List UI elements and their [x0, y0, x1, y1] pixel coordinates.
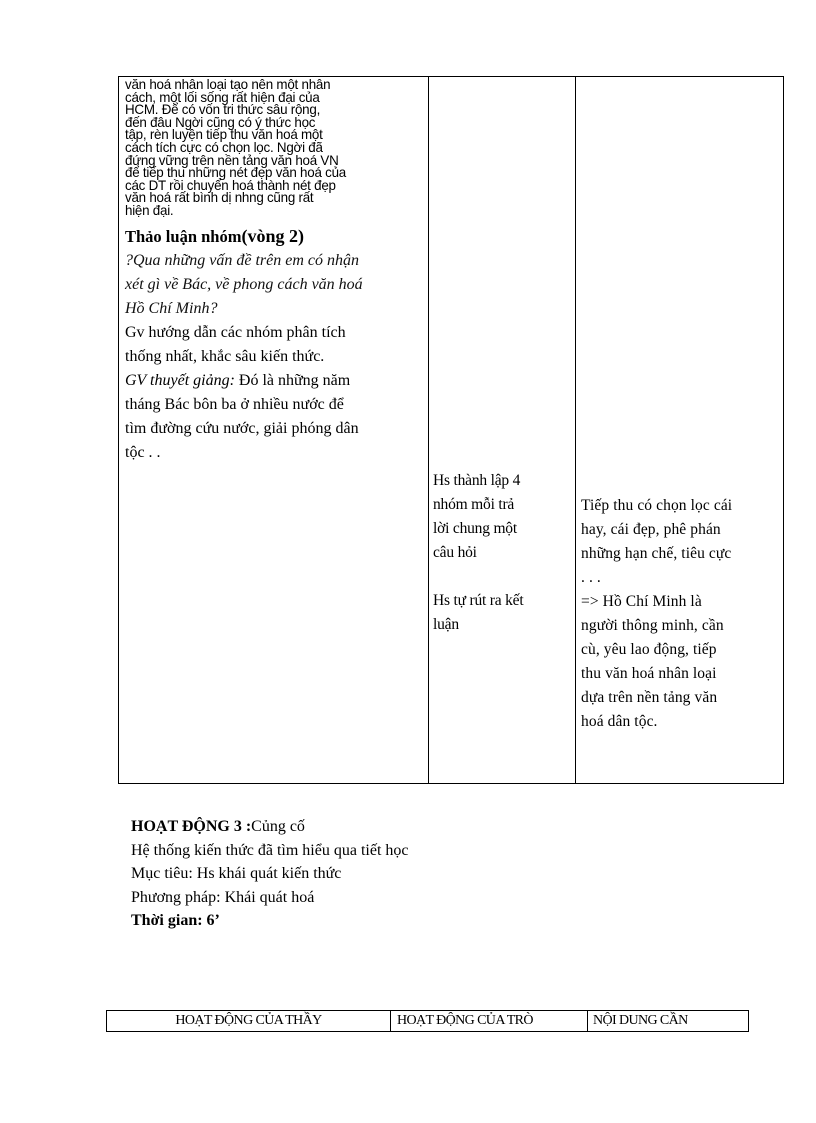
discussion-question [125, 249, 422, 321]
text-line: lời chung một [433, 520, 517, 537]
text-line: Hs thành lập 4 [433, 472, 521, 489]
text-line: các DT rồi chuyển hoá thành nét đẹp [125, 177, 336, 193]
group-discussion-heading [125, 224, 422, 249]
text-line: tìm đường cứu nước, giải phóng dân [125, 419, 359, 437]
text-line: Hs tự rút ra kết [433, 592, 524, 609]
activity-description: Hệ thống kiến thức đã tìm hiểu qua tiết học [131, 841, 409, 859]
header-teacher-activity: HOẠT ĐỘNG CỦA THẦY [175, 1013, 322, 1028]
heading-suffix: (vòng 2) [241, 225, 304, 246]
text-line: hiện đại. [125, 202, 174, 218]
content-cell [581, 494, 780, 734]
student-activity-cell [433, 469, 571, 637]
text-line: văn hoá nhân loại tạo nên một nhân [125, 77, 331, 92]
activity-header-table [106, 1010, 749, 1032]
text-line: thu văn hoá nhân loại [581, 665, 717, 682]
text-line: để tiếp thu những nét đẹp văn hoá của [125, 165, 346, 181]
text-line: cách, một lối sống rất hiện đại của [125, 89, 320, 105]
column-divider [587, 1011, 588, 1031]
text-line: đến đâu Ngời cũng có ý thức học [125, 114, 316, 130]
text-line: ?Qua những vấn đề trên em có nhận [125, 251, 360, 269]
text-line: người thông minh, cần [581, 617, 724, 634]
heading-text: Thảo luận nhóm [125, 226, 242, 246]
column-divider [575, 77, 576, 783]
text-line: văn hoá rất bình dị nhng cũng rất [125, 190, 314, 206]
activity-objective: Mục tiêu: Hs khái quát kiến thức [131, 865, 342, 882]
text-line: cù, yêu lao động, tiếp [581, 641, 717, 658]
text-line: HCM. Để có vốn tri thức sâu rộng, [125, 102, 321, 118]
header-student-activity: HOẠT ĐỘNG CỦA TRÒ [397, 1013, 533, 1028]
text-line: nhóm mỗi trả [433, 496, 515, 513]
text-line: hay, cái đẹp, phê phán [581, 521, 721, 538]
teacher-lecture [125, 369, 422, 465]
text-line: những hạn chế, tiêu cực [581, 545, 732, 562]
activity-title-suffix: Củng cố [251, 818, 305, 835]
teacher-activity-cell [125, 79, 422, 465]
text-line: xét gì về Bác, về phong cách văn hoá [125, 275, 363, 293]
lecture-label: GV thuyết giảng: [125, 371, 235, 389]
text-line: Gv hướng dẫn các nhóm phân tích [125, 323, 346, 341]
activity-title-text: HOẠT ĐỘNG 3 : [131, 818, 252, 835]
activity-3-section [131, 815, 631, 933]
text-line: tộc . . [125, 443, 161, 461]
lesson-table [118, 76, 784, 784]
activity-method: Phương pháp: Khái quát hoá [131, 888, 315, 906]
text-line: hoá dân tộc. [581, 713, 658, 730]
text-line: Hồ Chí Minh? [125, 299, 218, 317]
column-divider [390, 1011, 391, 1031]
header-content: NỘI DUNG CẦN [593, 1013, 688, 1028]
text-line: => Hồ Chí Minh là [581, 593, 702, 610]
activity-time-text: Thời gian: 6’ [131, 912, 220, 929]
text-line: dựa trên nền tảng văn [581, 689, 718, 706]
text-line: thống nhất, khắc sâu kiến thức. [125, 347, 325, 365]
text-line: tập, rèn luyện tiếp thu văn hoá một [125, 127, 323, 143]
text-line: tháng Bác bôn ba ở nhiều nước để [125, 395, 344, 413]
text-line: cách tích cực có chọn lọc. Ngời đã [125, 139, 323, 155]
text-line: . . . [581, 569, 601, 586]
text-line: câu hỏi [433, 544, 477, 561]
activity-title [131, 815, 631, 839]
summary-paragraph [125, 79, 418, 218]
column-divider [428, 77, 429, 783]
lecture-text: Đó là những năm [234, 371, 351, 389]
text-line [125, 369, 422, 393]
activity-time [131, 909, 631, 933]
teacher-guidance [125, 321, 422, 369]
text-line: đứng vững trên nền tảng văn hoá VN [125, 152, 339, 168]
text-line: Tiếp thu có chọn lọc cái [581, 497, 733, 514]
text-line: luận [433, 616, 459, 633]
